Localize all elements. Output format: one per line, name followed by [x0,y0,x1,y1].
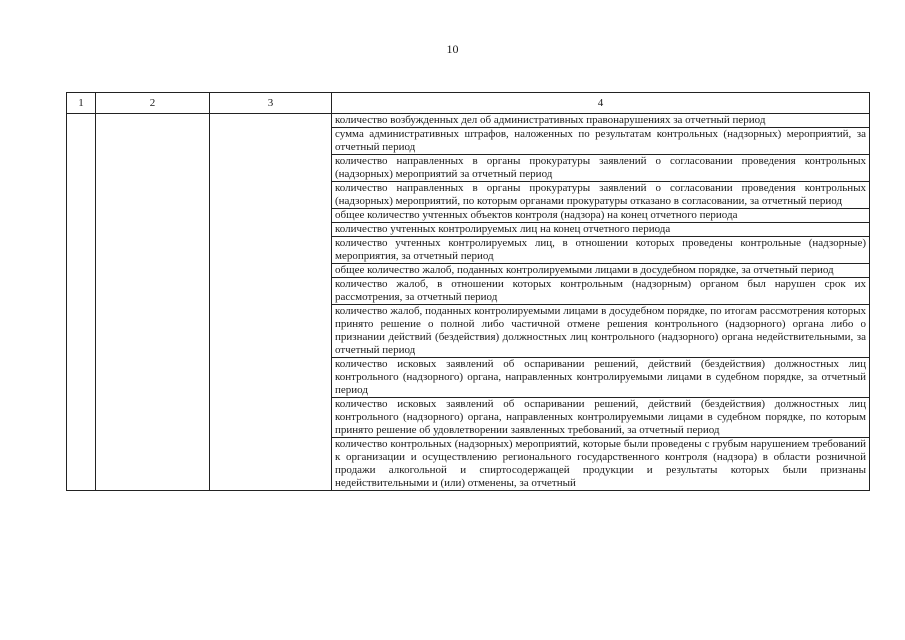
indicator-cell: количество возбужденных дел об административных правонарушениях за отчетный период [332,114,870,128]
column-header-2: 2 [96,93,210,114]
indicator-cell: сумма административных штрафов, наложенных по результатам контрольных (надзорных) мероприятий, за отчетный период [332,128,870,155]
indicator-cell: количество учтенных контролируемых лиц, в отношении которых проведены контрольные (надзорные) мероприятия, за отчетный период [332,237,870,264]
indicator-cell: количество жалоб, поданных контролируемыми лицами в досудебном порядке, по итогам рассмотрения которых принято решение о полной либо частичной отмене решения контрольного (надзорного) органа либо о признании действий (бездействия) должностных лиц контрольного (надзорного) органа недействительными, за отчетный период [332,305,870,358]
indicator-cell: общее количество учтенных объектов контроля (надзора) на конец отчетного периода [332,209,870,223]
indicator-cell: количество жалоб, в отношении которых контрольным (надзорным) органом был нарушен срок их рассмотрения, за отчетный период [332,278,870,305]
table-header-row [67,93,870,114]
column-1-cell [67,114,96,491]
indicators-table [66,92,870,491]
indicator-cell: количество контрольных (надзорных) мероприятий, которые были проведены с грубым нарушением требований к организации и осуществлению регионального государственного контроля (надзора) в области розничной продажи алкогольной и спиртосодержащей продукции и результаты которых были признаны недействительными и (или) отменены, за отчетный [332,438,870,491]
page-number: 10 [446,42,459,56]
column-header-1: 1 [67,93,96,114]
table-row [67,114,870,128]
indicator-cell: количество исковых заявлений об оспаривании решений, действий (бездействия) должностных лиц контрольного (надзорного) органа, направленных контролируемыми лицами в судебном порядке, за отчетный период [332,358,870,398]
column-header-4: 4 [332,93,870,114]
indicator-cell: количество направленных в органы прокуратуры заявлений о согласовании проведения контрольных (надзорных) мероприятий за отчетный период [332,155,870,182]
column-3-cell [210,114,332,491]
column-2-cell [96,114,210,491]
indicator-cell: количество учтенных контролируемых лиц на конец отчетного периода [332,223,870,237]
indicator-cell: количество направленных в органы прокуратуры заявлений о согласовании проведения контрольных (надзорных) мероприятий, по которым органами прокуратуры отказано в согласовании, за отчетный период [332,182,870,209]
indicator-cell: общее количество жалоб, поданных контролируемыми лицами в досудебном порядке, за отчетный период [332,264,870,278]
column-header-3: 3 [210,93,332,114]
indicator-cell: количество исковых заявлений об оспаривании решений, действий (бездействия) должностных лиц контрольного (надзорного) органа, направленных контролируемыми лицами в судебном порядке, по которым принято решение об удовлетворении заявленных требований, за отчетный период [332,398,870,438]
